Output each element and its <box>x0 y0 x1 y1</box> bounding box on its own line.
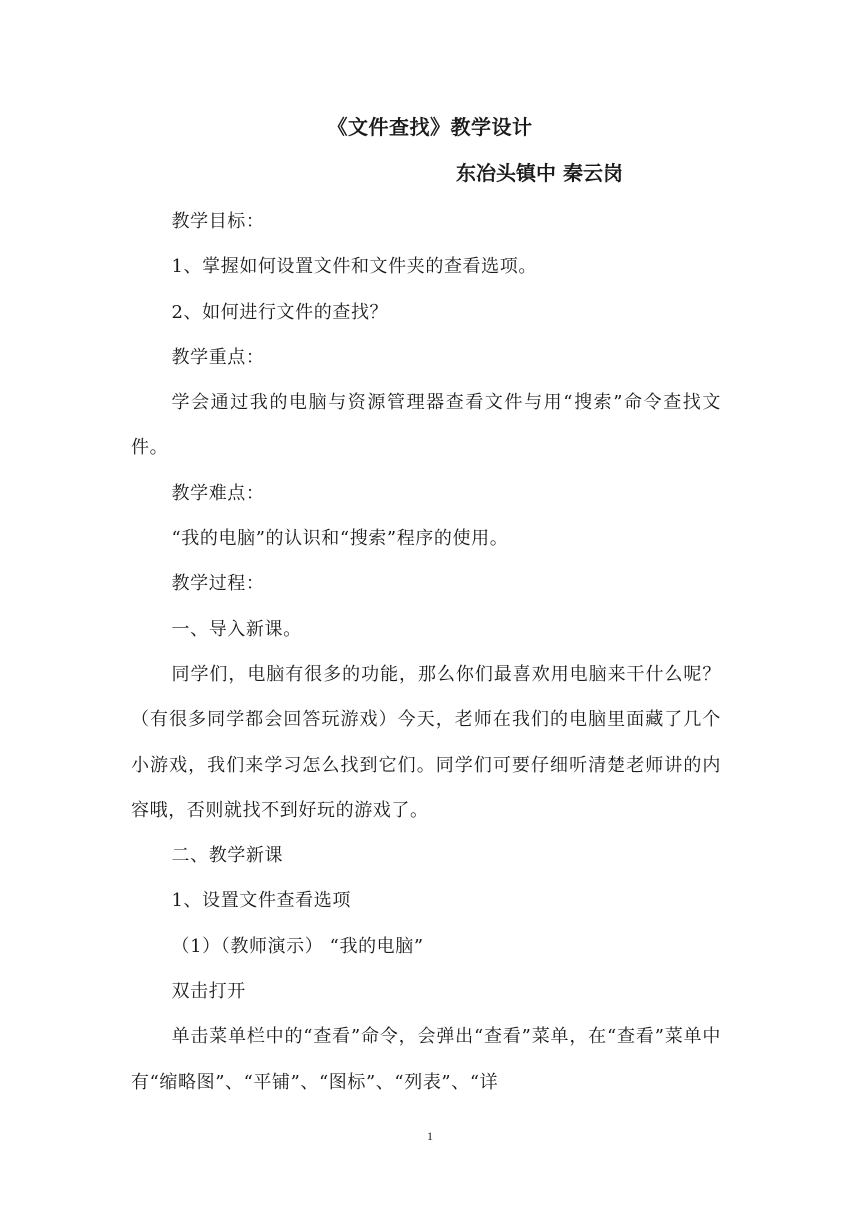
paragraph: 教学重点： <box>171 346 265 368</box>
paragraph: 双击打开 <box>171 981 246 1003</box>
paragraph: 1、设置文件查看选项 <box>171 890 351 912</box>
paragraph: （1）（教师演示） “我的电脑” <box>171 935 424 957</box>
author-line: 东冶头镇中 秦云岗 <box>456 161 623 185</box>
paragraph: 教学过程： <box>171 573 265 595</box>
paragraph: 单击菜单栏中的“查看”命令，会弹出“查看”菜单，在“查看”菜单中有“缩略图”、“平铺”、“图标”、“列表”、“详 <box>131 1026 721 1093</box>
paragraph: 同学们，电脑有很多的功能，那么你们最喜欢用电脑来干什么呢？（有很多同学都会回答玩游戏）今天，老师在我们的电脑里面藏了几个小游戏，我们来学习怎么找到它们。同学们可要仔细听清楚老师讲的内容哦，否则就找不到好玩的游戏了。 <box>131 663 721 821</box>
paragraph: 二、教学新课 <box>171 845 284 867</box>
document-title: 《文件查找》教学设计 <box>327 115 533 139</box>
paragraph: 教学难点： <box>171 482 265 504</box>
paragraph: 教学目标： <box>171 211 265 232</box>
paragraph: 一、导入新课。 <box>171 618 302 640</box>
page-number: 1 <box>427 1129 433 1143</box>
paragraph: “我的电脑”的认识和“搜索”程序的使用。 <box>171 528 509 550</box>
paragraph: 1、掌握如何设置文件和文件夹的查看选项。 <box>171 256 537 278</box>
paragraph: 学会通过我的电脑与资源管理器查看文件与用“搜索”命令查找文件。 <box>131 392 721 459</box>
document-body <box>131 199 721 1105</box>
paragraph: 2、如何进行文件的查找？ <box>171 301 389 323</box>
